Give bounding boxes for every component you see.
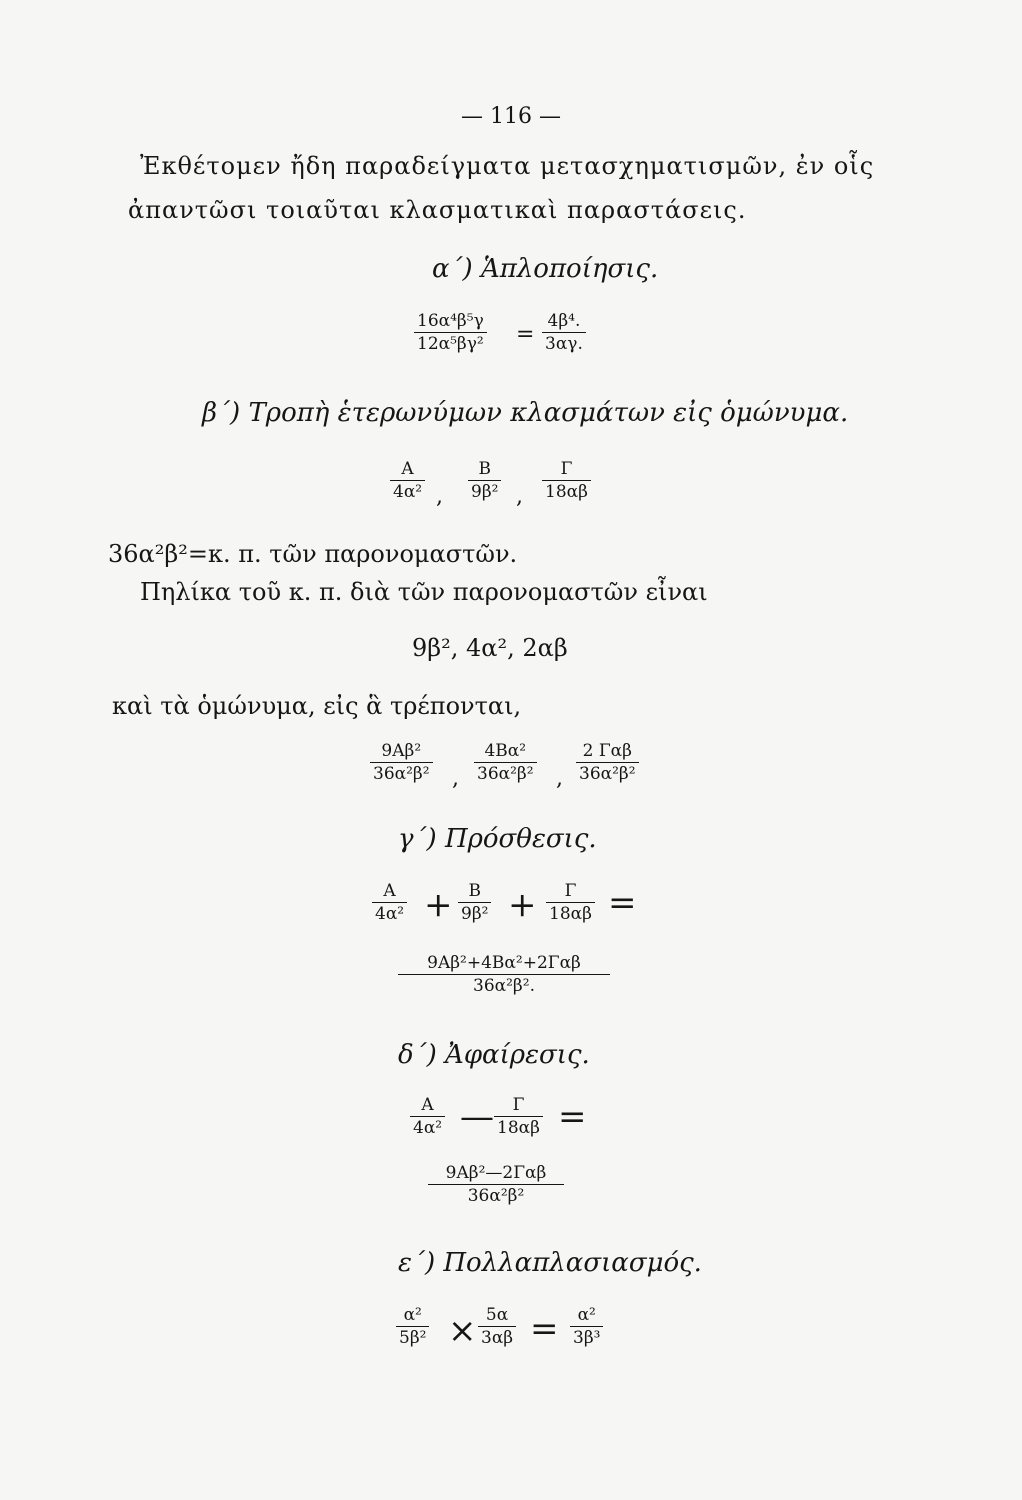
fraction-numerator: 5α (485, 1305, 509, 1325)
fraction-numerator: Γ (560, 459, 573, 479)
section-b-result-1 (370, 740, 433, 785)
fraction-numerator: Γ (512, 1095, 525, 1115)
fraction-numerator: 9Αβ² (381, 741, 422, 761)
fraction-numerator: 4Βα² (484, 741, 527, 761)
fraction-numerator: 9Αβ²+4Βα²+2Γαβ (427, 953, 581, 973)
fraction-numerator: Α (421, 1095, 434, 1115)
section-a-title: α΄) Ἁπλοποίησις. (432, 254, 659, 284)
fraction-denominator: 4α² (413, 1118, 443, 1138)
fraction-numerator: 2 Γαβ (582, 741, 632, 761)
section-e-term-2 (478, 1304, 516, 1349)
fraction-denominator: 12α⁵βγ² (417, 334, 484, 354)
fraction-denominator: 4α² (393, 482, 423, 502)
equals-sign: = (608, 883, 637, 923)
fraction-denominator: 3β³ (573, 1328, 601, 1348)
fraction-denominator: 9β² (471, 482, 499, 502)
fraction-denominator: 9β² (461, 904, 489, 924)
times-sign: × (448, 1311, 477, 1351)
section-d-result (428, 1162, 564, 1207)
fraction-numerator: Β (468, 881, 481, 901)
fraction-numerator: 16α⁴β⁵γ (417, 311, 484, 331)
fraction-denominator: 3αγ. (545, 334, 583, 354)
fraction-denominator: 18αβ (497, 1118, 540, 1138)
intro-line-1: Ἐκθέτομεν ἤδη παραδείγματα μετασχηματισμῶν, ἐν οἷς (140, 152, 875, 180)
fraction-denominator: 36α²β² (467, 1186, 525, 1206)
fraction-denominator: 5β² (399, 1328, 427, 1348)
fraction-numerator: Α (401, 459, 414, 479)
lcm-line: 36α²β²=κ. π. τῶν παρονομαστῶν. (108, 540, 518, 568)
section-b-title: β΄) Τροπὴ ἑτερωνύμων κλασμάτων εἰς ὁμώνυμα. (202, 398, 849, 428)
fraction-denominator: 4α² (375, 904, 405, 924)
equals-sign: = (516, 322, 535, 347)
section-a-rhs-fraction (542, 310, 586, 355)
comma: , (436, 484, 443, 509)
quotients-line: Πηλίκα τοῦ κ. π. διὰ τῶν παρονομαστῶν εἶναι (140, 578, 708, 606)
section-d-term-2 (494, 1094, 543, 1139)
plus-sign: + (508, 885, 537, 925)
section-b-fraction-2 (468, 458, 501, 503)
section-a-lhs-fraction (414, 310, 487, 355)
section-e-title: ε΄) Πολλαπλασιασμός. (398, 1248, 702, 1278)
turn-line: καὶ τὰ ὁμώνυμα, εἰς ἃ τρέπονται, (112, 692, 522, 720)
section-b-result-2 (474, 740, 537, 785)
section-e-result (570, 1304, 603, 1349)
plus-sign: + (424, 885, 453, 925)
fraction-denominator: 36α²β² (373, 764, 430, 784)
fraction-numerator: Γ (564, 881, 577, 901)
section-b-fraction-1 (390, 458, 425, 503)
fraction-denominator: 18αβ (549, 904, 592, 924)
section-c-term-2 (458, 880, 491, 925)
section-d-term-1 (410, 1094, 445, 1139)
fraction-numerator: Α (383, 881, 396, 901)
comma: , (452, 766, 459, 791)
section-c-term-3 (546, 880, 595, 925)
fraction-numerator: α² (403, 1305, 422, 1325)
fraction-numerator: α² (577, 1305, 596, 1325)
fraction-denominator: 36α²β². (473, 976, 535, 996)
fraction-denominator: 3αβ (481, 1328, 514, 1348)
section-b-fraction-3 (542, 458, 591, 503)
equals-sign: = (558, 1097, 587, 1137)
fraction-denominator: 18αβ (545, 482, 588, 502)
comma: , (516, 484, 523, 509)
fraction-denominator: 36α²β² (579, 764, 636, 784)
fraction-numerator: 9Αβ²—2Γαβ (445, 1163, 547, 1183)
fraction-numerator: Β (478, 459, 491, 479)
section-e-term-1 (396, 1304, 429, 1349)
section-c-term-1 (372, 880, 407, 925)
quotients-values: 9β², 4α², 2αβ (412, 634, 568, 662)
section-b-result-3 (576, 740, 639, 785)
equals-sign: = (530, 1309, 559, 1349)
section-c-result (398, 952, 610, 997)
fraction-numerator: 4β⁴. (547, 311, 581, 331)
intro-line-2: ἀπαντῶσι τοιαῦται κλασματικαὶ παραστάσεις. (128, 196, 747, 224)
minus-sign: — (460, 1097, 494, 1137)
comma: , (556, 766, 563, 791)
section-c-title: γ΄) Πρόσθεσις. (398, 824, 597, 854)
fraction-denominator: 36α²β² (477, 764, 534, 784)
page-number: — 116 — (461, 104, 561, 129)
section-d-title: δ΄) Ἀφαίρεσις. (398, 1040, 590, 1070)
